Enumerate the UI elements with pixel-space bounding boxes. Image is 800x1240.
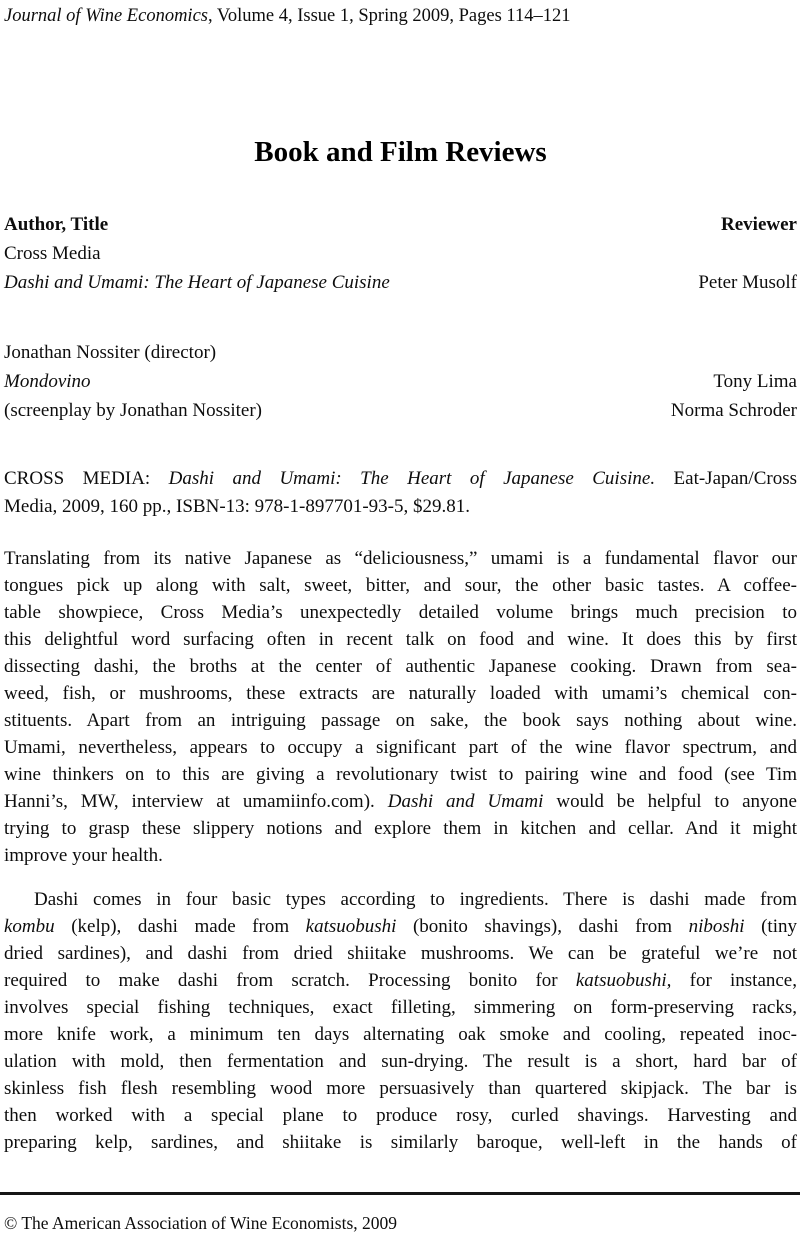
text-line bbox=[4, 940, 797, 967]
italic-text-segment: kombu bbox=[4, 916, 55, 937]
text-line bbox=[4, 967, 797, 994]
review-entry-row bbox=[4, 396, 797, 425]
text-segment: (tiny bbox=[744, 916, 797, 937]
entry-reviewer: Norma Schroder bbox=[670, 400, 797, 421]
review-paragraph-2 bbox=[4, 886, 797, 1156]
review-entry bbox=[4, 338, 797, 425]
text-segment: improve your health. bbox=[4, 845, 163, 866]
text-segment: involves special fishing techniques, exact filleting, simmering on form-preserving racks, bbox=[4, 997, 797, 1018]
entry-reviewer: Peter Musolf bbox=[698, 272, 797, 293]
text-segment: tongues pick up along with salt, sweet, bitter, and sour, the other basic tastes. A coffee- bbox=[4, 575, 797, 596]
text-line bbox=[4, 572, 797, 599]
entry-author-title bbox=[4, 268, 390, 297]
text-line bbox=[4, 886, 797, 913]
text-line bbox=[4, 815, 797, 842]
entry-author-title bbox=[4, 338, 216, 367]
text-line bbox=[4, 1048, 797, 1075]
text-line bbox=[4, 1075, 797, 1102]
review-citation bbox=[4, 465, 797, 521]
text-line bbox=[4, 913, 797, 940]
text-segment: Umami, nevertheless, appears to occupy a significant part of the wine flavor spectrum, and bbox=[4, 737, 797, 758]
text-segment: wine thinkers on to this are giving a revolutionary twist to pairing wine and food (see Tim bbox=[4, 764, 797, 785]
text-segment: (screenplay by Jonathan Nossiter) bbox=[4, 400, 263, 421]
text-segment: Cross Media bbox=[4, 243, 101, 264]
text-segment: Eat-Japan/Cross bbox=[655, 468, 797, 489]
author-title-column-header: Author, Title bbox=[4, 214, 109, 235]
text-line bbox=[4, 788, 797, 815]
entry-author-title bbox=[4, 239, 101, 268]
review-entry-row bbox=[4, 239, 797, 268]
text-line bbox=[4, 545, 797, 572]
text-segment: required to make dashi from scratch. Processing bonito for bbox=[4, 970, 576, 991]
text-line bbox=[4, 465, 797, 493]
text-segment: trying to grasp these slippery notions and explore them in kitchen and cellar. And it might bbox=[4, 818, 797, 839]
entry-author-title bbox=[4, 396, 262, 425]
text-segment: this delightful word surfacing often in recent talk on food and wine. It does this by first bbox=[4, 629, 797, 650]
index-entries bbox=[4, 239, 797, 425]
index-header-row bbox=[4, 210, 797, 239]
reviewer-column-header: Reviewer bbox=[721, 214, 797, 235]
text-segment: dried sardines), and dashi from dried shiitake mushrooms. We can be grateful we’re not bbox=[4, 943, 797, 964]
text-segment: (kelp), dashi made from bbox=[54, 916, 306, 937]
review-entry bbox=[4, 239, 797, 297]
text-line bbox=[4, 653, 797, 680]
text-line bbox=[4, 1102, 797, 1129]
text-line bbox=[4, 707, 797, 734]
text-segment: Translating from its native Japanese as “deliciousness,” umami is a fundamental flavor our bbox=[4, 548, 797, 569]
text-line bbox=[4, 1129, 797, 1156]
text-line bbox=[4, 493, 797, 521]
review-index bbox=[4, 210, 797, 425]
review-entry-row bbox=[4, 367, 797, 396]
text-segment: Media, 2009, 160 pp., ISBN-13: 978-1-897701-93-5, $29.81. bbox=[4, 496, 470, 517]
text-segment: preparing kelp, sardines, and shiitake is similarly baroque, well-left in the hands of bbox=[4, 1132, 797, 1153]
text-segment: table showpiece, Cross Media’s unexpectedly detailed volume brings much precision to bbox=[4, 602, 797, 623]
text-line bbox=[4, 599, 797, 626]
italic-text-segment: katsuobushi, bbox=[575, 970, 672, 991]
page-title: Book and Film Reviews bbox=[254, 136, 547, 168]
review-paragraph-1 bbox=[4, 545, 797, 869]
entry-reviewer: Tony Lima bbox=[713, 371, 797, 392]
italic-text-segment: Mondovino bbox=[4, 371, 91, 392]
text-line bbox=[4, 680, 797, 707]
page-content bbox=[0, 5, 800, 1156]
italic-text-segment: katsuobushi bbox=[305, 916, 397, 937]
review-entry-row bbox=[4, 268, 797, 297]
copyright-footer: © The American Association of Wine Economists, 2009 bbox=[4, 1213, 397, 1233]
text-segment: for instance, bbox=[671, 970, 797, 991]
footer-divider bbox=[0, 1192, 800, 1195]
journal-name: Journal of Wine Economics bbox=[4, 6, 208, 26]
text-segment: skinless fish flesh resembling wood more persuasively than quartered skipjack. The bar is bbox=[4, 1078, 797, 1099]
text-line bbox=[4, 761, 797, 788]
text-segment: more knife work, a minimum ten days alternating oak smoke and cooling, repeated inoc- bbox=[4, 1024, 797, 1045]
text-line bbox=[4, 1021, 797, 1048]
italic-text-segment: Dashi and Umami: The Heart of Japanese Cuisine bbox=[4, 272, 390, 293]
review-entry-row bbox=[4, 338, 797, 367]
text-segment: CROSS MEDIA: bbox=[4, 468, 169, 489]
text-segment: would be helpful to anyone bbox=[543, 791, 797, 812]
italic-text-segment: niboshi bbox=[688, 916, 745, 937]
text-line bbox=[4, 734, 797, 761]
text-segment: then worked with a special plane to produce rosy, curled shavings. Harvesting and bbox=[4, 1105, 797, 1126]
italic-text-segment: Dashi and Umami: The Heart of Japanese Cuisine. bbox=[168, 468, 656, 489]
entry-author-title bbox=[4, 367, 91, 396]
text-segment: Jonathan Nossiter (director) bbox=[4, 342, 217, 363]
journal-header bbox=[4, 5, 797, 27]
italic-text-segment: Dashi and Umami bbox=[387, 791, 544, 812]
text-segment: ulation with mold, then fermentation and sun-drying. The result is a short, hard bar of bbox=[4, 1051, 797, 1072]
text-segment: stituents. Apart from an intriguing passage on sake, the book says nothing about wine. bbox=[4, 710, 797, 731]
text-segment: (bonito shavings), dashi from bbox=[396, 916, 689, 937]
text-segment: dissecting dashi, the broths at the center of authentic Japanese cooking. Drawn from sea- bbox=[4, 656, 797, 677]
text-line bbox=[4, 842, 797, 869]
text-segment: weed, fish, or mushrooms, these extracts are naturally loaded with umami’s chemical con- bbox=[4, 683, 797, 704]
text-line bbox=[4, 626, 797, 653]
text-segment: Hanni’s, MW, interview at umamiinfo.com). bbox=[4, 791, 388, 812]
text-segment: Dashi comes in four basic types according to ingredients. There is dashi made from bbox=[34, 889, 797, 910]
text-line bbox=[4, 994, 797, 1021]
issue-info: , Volume 4, Issue 1, Spring 2009, Pages 114–121 bbox=[207, 6, 571, 26]
